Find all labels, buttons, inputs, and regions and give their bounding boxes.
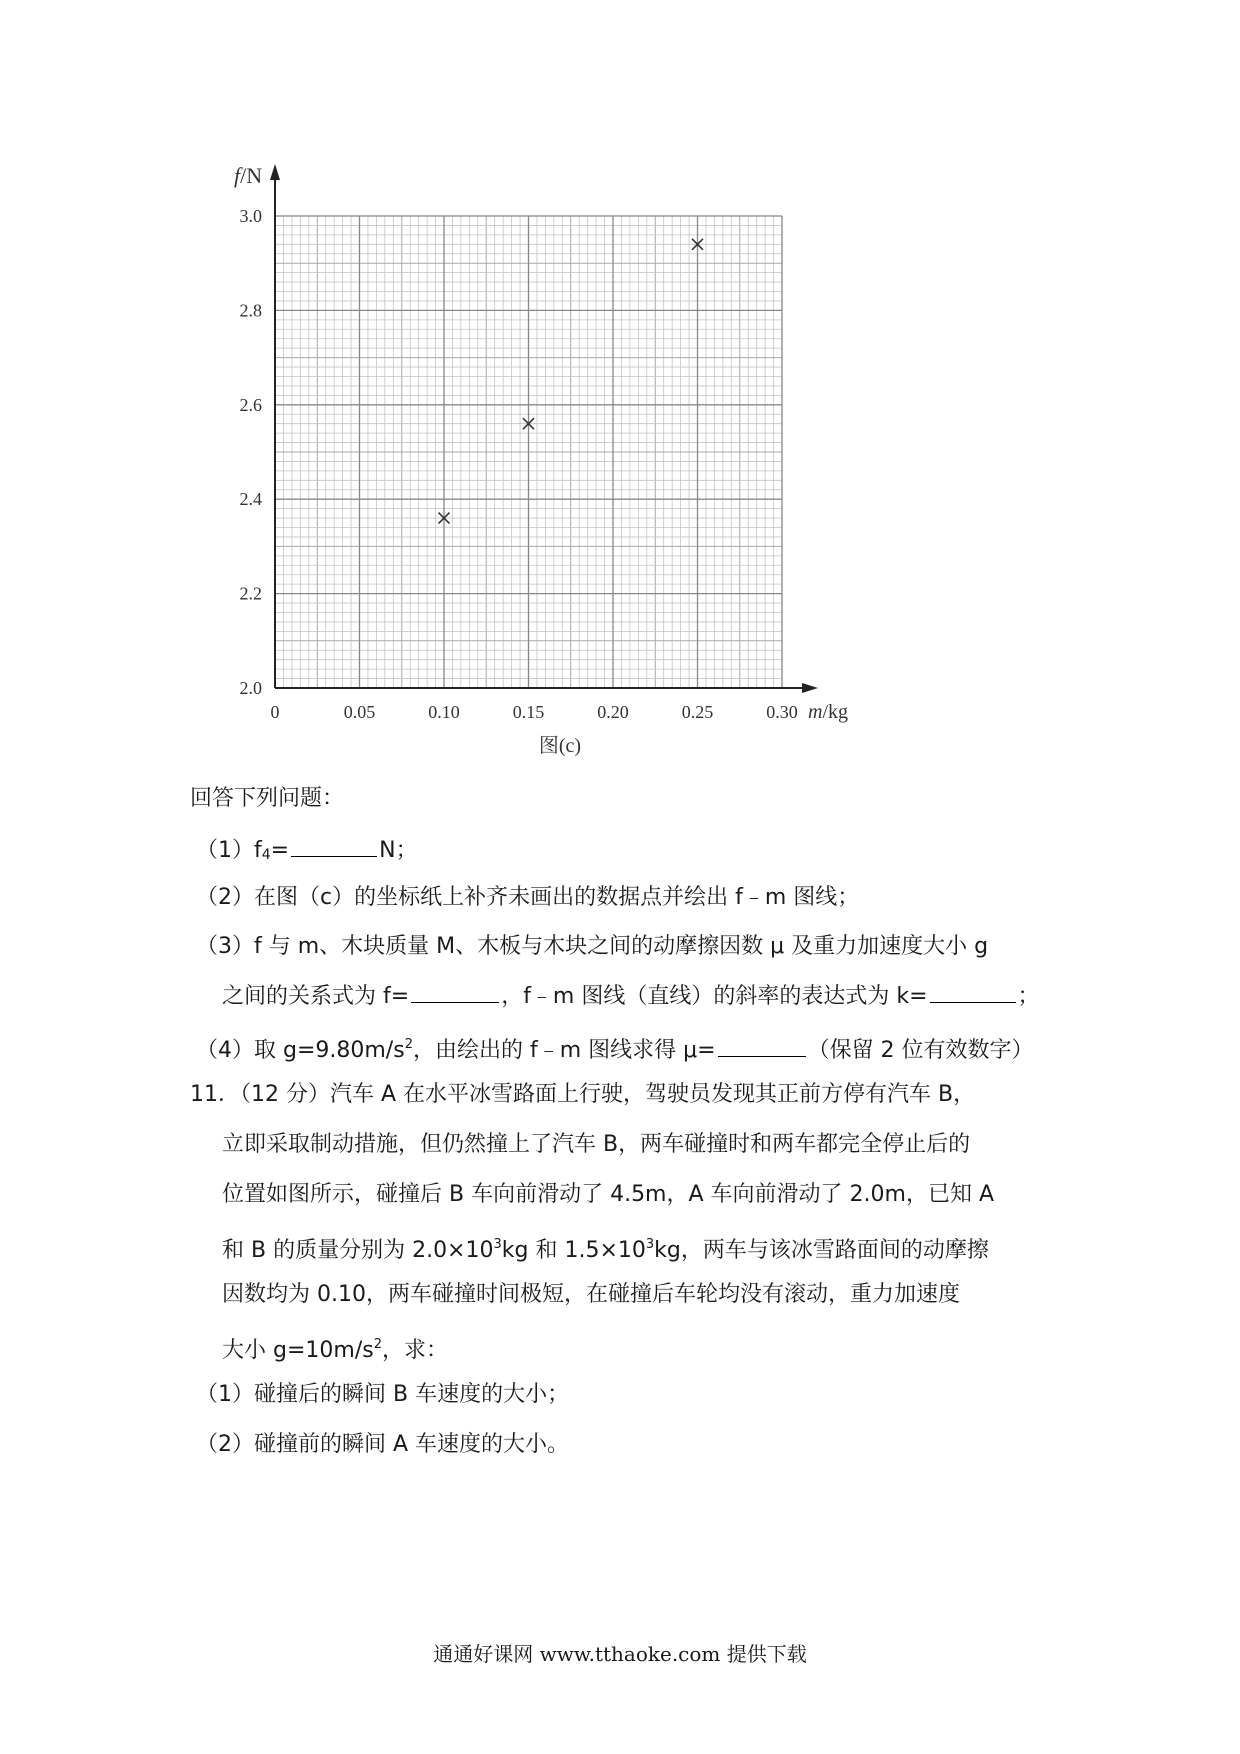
p11-g-sup: 2 <box>373 1337 382 1352</box>
problem-11-line-1: 11．（12 分）汽车 A 在水平冰雪路面上行驶，驾驶员发现其正前方停有汽车 B， <box>190 1082 976 1107</box>
q3-slope-text: ，f﹣m 图线（直线）的斜率的表达式为 k= <box>501 984 928 1009</box>
y-axis-label: f/N <box>234 163 263 188</box>
y-tick-label: 3.0 <box>239 206 262 226</box>
problem-11-question-1: （1）碰撞后的瞬间 B 车速度的大小； <box>196 1382 570 1407</box>
p11-mass-a: 和 B 的质量分别为 2.0×10 <box>222 1238 494 1263</box>
q3-relation-text: 之间的关系式为 f= <box>222 984 410 1009</box>
q4-text-a: （4）取 g=9.80m/s <box>196 1038 405 1063</box>
axes <box>270 164 818 693</box>
p11-mass-b: kg 和 1.5×10 <box>501 1238 646 1263</box>
question-1 <box>196 834 418 870</box>
problem-11-line-5: 因数均为 0.10，两车碰撞时间极短，在碰撞后车轮均没有滚动，重力加速度 <box>222 1282 960 1307</box>
problem-11-line-4 <box>222 1230 989 1266</box>
problem-11-line-3: 位置如图所示，碰撞后 B 车向前滑动了 4.5m，A 车向前滑动了 2.0m，已知 A <box>222 1182 994 1207</box>
y-tick-label: 2.4 <box>239 489 262 510</box>
figure-caption: 图(c) <box>538 735 582 757</box>
answer-blank-mu[interactable] <box>718 1034 806 1057</box>
p11-sup-1: 3 <box>493 1237 502 1252</box>
footer-credit: 通通好课网 www.tthaoke.com 提供下载 <box>433 1642 807 1666</box>
q1-unit: N； <box>379 838 418 863</box>
p11-sup-2: 3 <box>645 1237 655 1252</box>
x-axis-arrow <box>802 683 818 693</box>
answer-blank-k-expression[interactable] <box>930 980 1016 1003</box>
q4-text-b: ，由绘出的 f﹣m 图线求得 μ= <box>412 1038 716 1063</box>
x-tick-label: 0.15 <box>512 702 545 722</box>
y-axis-arrow <box>270 164 280 180</box>
x-tick-label: 0.10 <box>428 702 460 722</box>
q4-superscript: 2 <box>404 1037 413 1052</box>
y-tick-label: 2.8 <box>239 300 262 321</box>
x-tick-label: 0.20 <box>597 702 629 722</box>
x-axis-label: m/kg <box>808 701 849 723</box>
x-tick-label: 0 <box>270 702 280 722</box>
q1-prefix: （1）f <box>196 838 262 863</box>
question-3-line-2 <box>222 980 1040 1012</box>
problem-11-line-6 <box>222 1330 448 1366</box>
intro-text: 回答下列问题： <box>190 786 345 811</box>
x-tick-label: 0.05 <box>343 702 376 722</box>
question-2: （2）在图（c）的坐标纸上补齐未画出的数据点并绘出 f﹣m 图线； <box>196 885 860 910</box>
x-tick-label: 0.30 <box>766 702 798 722</box>
p11-ask: ，求： <box>381 1338 448 1363</box>
q1-subscript: 4 <box>261 847 271 863</box>
x-tick-label: 0.25 <box>681 702 714 722</box>
p11-mass-c: kg，两车与该冰雪路面间的动摩擦 <box>654 1238 989 1263</box>
y-tick-label: 2.2 <box>239 583 262 604</box>
question-3-line-1: （3）f 与 m、木块质量 M、木板与木块之间的动摩擦因数 μ 及重力加速度大小 g <box>196 934 989 959</box>
answer-blank-f-expression[interactable] <box>411 980 499 1003</box>
problem-11-question-2: （2）碰撞前的瞬间 A 车速度的大小。 <box>196 1432 570 1457</box>
y-tick-label: 2.0 <box>239 678 262 698</box>
p11-g-text: 大小 g=10m/s <box>222 1338 374 1363</box>
y-tick-label: 2.6 <box>239 394 262 415</box>
answer-blank-f4[interactable] <box>291 834 377 857</box>
question-4 <box>196 1030 1034 1066</box>
q4-text-c: （保留 2 位有效数字） <box>807 1038 1034 1063</box>
q3-end: ； <box>1017 984 1040 1009</box>
q1-equals: = <box>270 838 290 863</box>
chart-figure <box>0 0 1240 780</box>
problem-11-line-2: 立即采取制动措施，但仍然撞上了汽车 B，两车碰撞时和两车都完全停止后的 <box>222 1132 971 1157</box>
